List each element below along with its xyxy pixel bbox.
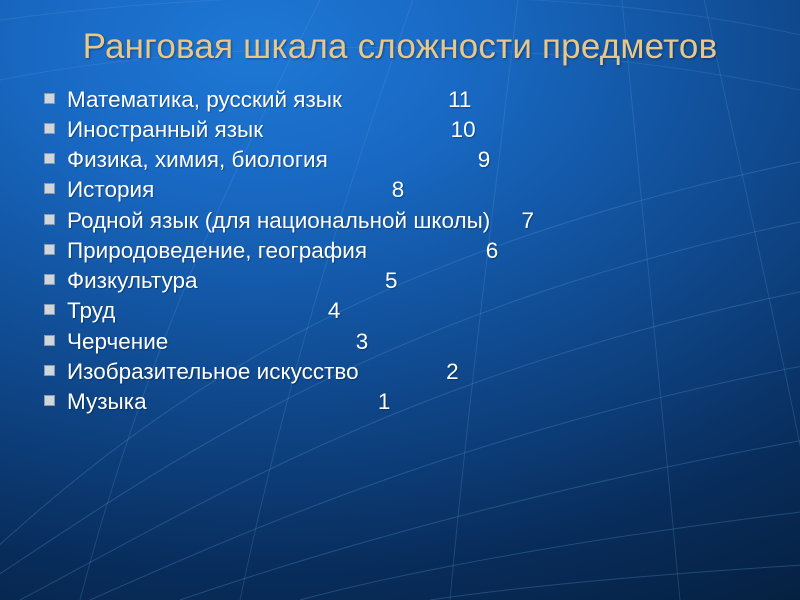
- square-bullet-icon: [44, 395, 55, 406]
- list-item-label: Математика, русский язык 11: [67, 86, 472, 112]
- square-bullet-icon: [44, 214, 55, 225]
- list-item-label: Изобразительное искусство 2: [67, 358, 459, 384]
- square-bullet-icon: [44, 365, 55, 376]
- list-item-label: Физкультура 5: [67, 268, 398, 294]
- square-bullet-icon: [44, 274, 55, 285]
- list-item: [44, 145, 780, 175]
- list-item: [44, 357, 780, 387]
- list-item-label: Музыка 1: [67, 389, 391, 415]
- list-item: [44, 175, 780, 205]
- square-bullet-icon: [44, 304, 55, 315]
- page-title: Ранговая шкала сложности предметов: [82, 27, 718, 66]
- list-item-label: Природоведение, география 6: [67, 237, 499, 263]
- list-item-label: Черчение 3: [67, 328, 369, 354]
- list-item: [44, 206, 780, 236]
- ranking-list: [0, 85, 800, 418]
- list-item-label: Труд 4: [67, 298, 341, 324]
- square-bullet-icon: [44, 123, 55, 134]
- square-bullet-icon: [44, 244, 55, 255]
- list-item: [44, 85, 780, 115]
- list-item-label: Физика, химия, биология 9: [67, 147, 491, 173]
- list-item-label: Иностранный язык 10: [67, 116, 476, 142]
- list-item: [44, 236, 780, 266]
- list-item: [44, 296, 780, 326]
- list-item: [44, 266, 780, 296]
- list-item: [44, 115, 780, 145]
- list-item-label: Родной язык (для национальной школы) 7: [67, 207, 535, 233]
- list-item-label: История 8: [67, 177, 405, 203]
- square-bullet-icon: [44, 93, 55, 104]
- square-bullet-icon: [44, 183, 55, 194]
- list-item: [44, 387, 780, 417]
- square-bullet-icon: [44, 153, 55, 164]
- square-bullet-icon: [44, 335, 55, 346]
- list-item: [44, 327, 780, 357]
